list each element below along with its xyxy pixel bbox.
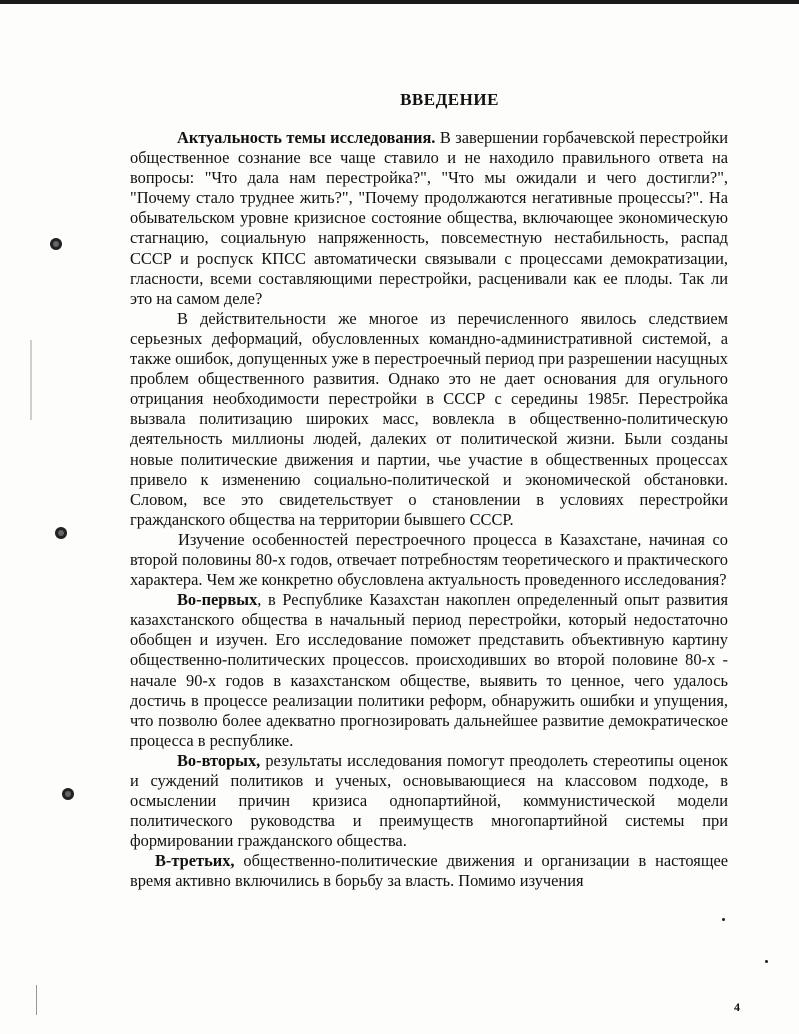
paragraph: В действительности же многое из перечисленного явилось следствием серьезных деформаций, обусловленных командно-административной системой, а также ошибок, допущенных уже в перестроечный период при разрешении насущных проблем общественного развития. Однако это не дает основания для огульного отрицания необходимости перестройки в СССР с середины 1985г. Перестройка вызвала политизацию широких масс, вовлекла в общественно-политическую деятельность миллионы людей, далеких от политической жизни. Были созданы новые политические движения и партии, чье участие в общественных процессах привело к изменению социально-политической и экономической обстановки. Словом, все это свидетельствует о становлении в условиях перестройки гражданского общества на территории бывшего СССР. <box>130 308 728 529</box>
paragraph-lead: В-третьих, <box>155 851 235 871</box>
paragraph: Изучение особенностей перестроечного процесса в Казахстане, начиная со второй половины 80-х годов, отвечает потребностям теоретического и практического характера. Чем же конкретно обусловлена актуальность проведенного исследования? <box>130 529 728 590</box>
binding-hole-icon <box>50 238 62 250</box>
paragraph: Во-вторых, результаты исследования помогут преодолеть стереотипы оценок и суждений политиков и ученых, основывающиеся на классовом подходе, в осмыслении причин кризиса однопартийной, коммунистической модели политического руководства и преимуществ многопартийной системы при формировании гражданского общества. <box>130 750 728 851</box>
paragraph-lead: Во-вторых, <box>177 750 261 770</box>
scan-speck <box>765 960 768 963</box>
paragraph: В-третьих, общественно-политические движения и организации в настоящее время активно включились в борьбу за власть. Помимо изучения <box>130 851 728 891</box>
paragraph-lead: Актуальность темы исследования. <box>177 128 436 147</box>
scan-margin-mark <box>30 340 32 420</box>
binding-hole-icon <box>62 788 74 800</box>
scan-top-border <box>0 0 799 4</box>
page-number: 4 <box>734 1000 740 1014</box>
paragraph-lead: Во-первых <box>177 590 258 610</box>
paragraph: Во-первых, в Республике Казахстан накоплен определенный опыт развития казахстанского общества в начальный период перестройки, который недостаточно обобщен и изучен. Его исследование поможет представить объективную картину общественно-политических процессов. происходивших во второй половине 80-х - начале 90-х годов в казахстанском обществе, выявить то ценное, чего удалось достичь в процессе реализации политики реформ, обнаружить ошибки и упущения, что позволю более адекватно прогнозировать дальнейшее развитие демократическое процесса в республике. <box>130 590 728 750</box>
scan-margin-mark <box>36 985 37 1015</box>
body-text <box>130 128 728 892</box>
page-title: ВВЕДЕНИЕ <box>400 90 499 109</box>
binding-hole-icon <box>55 527 67 539</box>
scan-speck <box>722 918 725 921</box>
paragraph: Актуальность темы исследования. В завершении горбачевской перестройки общественное сознание все чаще ставило и не находило правильного ответа на вопросы: "Что дала нам перестройка?", "Что мы ожидали и чего достигли?", "Почему стало труднее жить?", "Почему продолжаются негативные процессы?". На обывательском уровне кризисное состояние общества, включающее экономическую стагнацию, социальную напряженность, повсеместную нестабильность, распад СССР и роспуск КПСС автоматически связывали с процессами демократизации, гласности, всеми составляющими перестройки, расценивали как ее плоды. Так ли это на самом деле? <box>130 128 728 308</box>
